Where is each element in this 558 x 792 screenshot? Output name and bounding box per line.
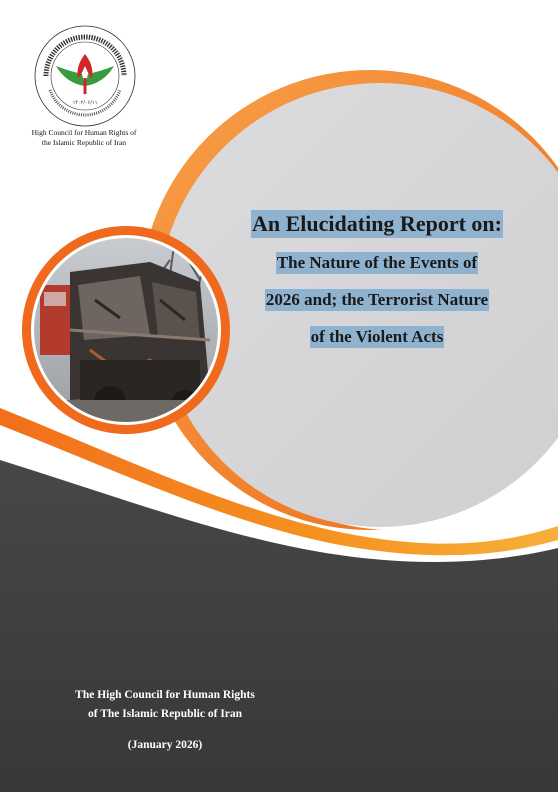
council-emblem-logo [26,20,144,138]
publisher-footer [40,686,290,755]
title-line-4: of the Violent Acts [310,327,444,346]
report-number: No. 1 [455,58,499,79]
title-line-3: 2026 and; the Terrorist Nature [265,290,489,309]
title-line-2: The Nature of the Events of [276,253,478,272]
svg-text:۱۴۰۲/۰۶/۱۱: ۱۴۰۲/۰۶/۱۱ [72,100,98,106]
logo-caption [10,128,158,148]
logo-caption-line-2: the Islamic Republic of Iran [41,138,127,147]
logo-caption-line-1: High Council for Human Rights of [31,128,137,137]
publication-date: (January 2026) [127,739,203,751]
publisher-line-2: of The Islamic Republic of Iran [87,708,243,720]
report-title [222,210,532,348]
title-heading: An Elucidating Report on: [252,211,502,236]
publisher-line-1: The High Council for Human Rights [75,689,255,701]
